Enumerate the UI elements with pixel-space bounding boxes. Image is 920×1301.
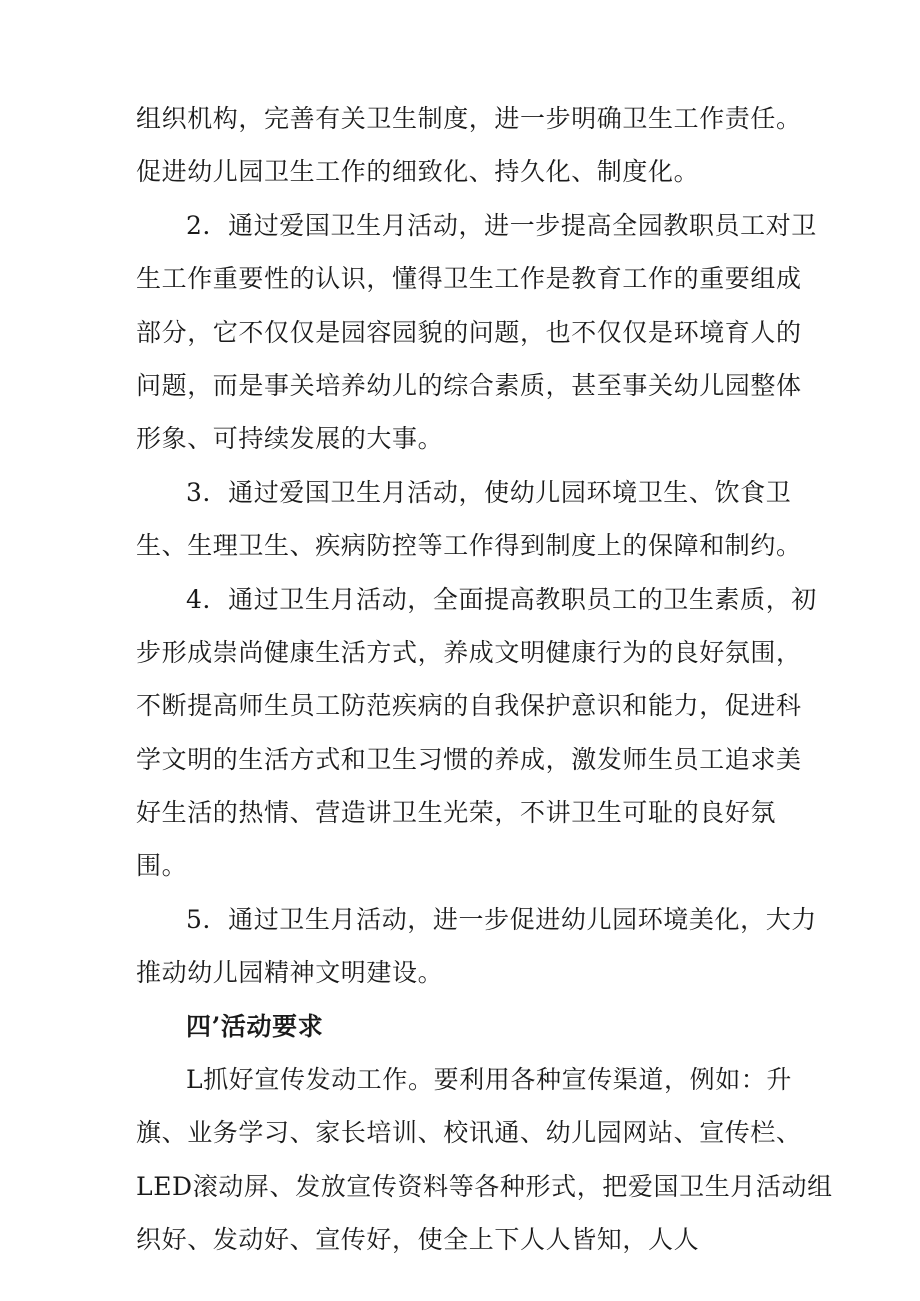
text-line: 2．通过爱国卫生月活动，进一步提高全园教职员工对卫 — [186, 210, 817, 240]
text-line: LED滚动屏、发放宣传资料等各种形式，把爱国卫生月活动组 — [136, 1171, 833, 1201]
text-line: 步形成崇尚健康生活方式，养成文明健康行为的良好氛围， — [136, 637, 802, 667]
text-line: 组织机构，完善有关卫生制度，进一步明确卫生工作责任。 — [136, 104, 802, 133]
text-line: 推动幼儿园精神文明建设。 — [136, 958, 444, 988]
section-heading: 四’活动要求 — [186, 1011, 324, 1041]
text-line: 5．通过卫生月活动，进一步促进幼儿园环境美化，大力 — [186, 904, 817, 934]
text-line: 生工作重要性的认识，懂得卫生工作是教育工作的重要组成 — [136, 264, 802, 294]
text-line: 问题，而是事关培养幼儿的综合素质，甚至事关幼儿园整体 — [136, 370, 802, 400]
text-line: 生、生理卫生、疾病防控等工作得到制度上的保障和制约。 — [136, 531, 802, 561]
text-line: 部分，它不仅仅是园容园貌的问题，也不仅仅是环境育人的 — [136, 317, 802, 347]
text-line: 3．通过爱国卫生月活动，使幼儿园环境卫生、饮食卫 — [186, 477, 792, 507]
text-line: 织好、发动好、宣传好，使全上下人人皆知，人人 — [136, 1225, 700, 1255]
text-line: 4．通过卫生月活动，全面提高教职员工的卫生素质，初 — [186, 584, 817, 614]
text-line: L抓好宣传发动工作。要利用各种宣传渠道，例如：升 — [186, 1065, 793, 1095]
text-line: 旗、业务学习、家长培训、校讯通、幼儿园网站、宣传栏、 — [136, 1118, 802, 1148]
document-body — [136, 92, 833, 1267]
text-line: 好生活的热情、营造讲卫生光荣，不讲卫生可耻的良好氛 — [136, 798, 777, 828]
text-line: 不断提高师生员工防范疾病的自我保护意识和能力，促进科 — [136, 691, 802, 721]
text-line: 学文明的生活方式和卫生习惯的养成，激发师生员工追求美 — [136, 744, 802, 774]
text-line: 形象、可持续发展的大事。 — [136, 424, 444, 454]
text-line: 促进幼儿园卫生工作的细致化、持久化、制度化。 — [136, 157, 700, 187]
text-line: 围。 — [136, 851, 188, 881]
